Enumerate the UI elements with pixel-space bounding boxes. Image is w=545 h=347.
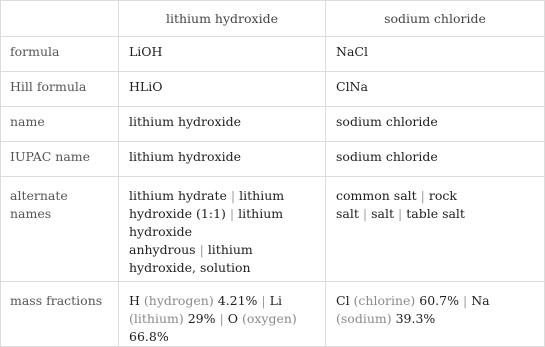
element-name: (sodium): [336, 311, 392, 326]
table-row-hill-formula: [1, 72, 545, 107]
cell-formula-a: LiOH: [119, 37, 326, 72]
row-label-formula: formula: [1, 37, 119, 72]
column-header-lithium-hydroxide: lithium hydroxide: [119, 1, 326, 37]
mass-value: 39.3%: [395, 311, 436, 326]
element-symbol: Li: [269, 293, 282, 308]
cell-formula-b: NaCl: [326, 37, 545, 72]
separator: |: [229, 206, 235, 221]
alt-name: table salt: [406, 206, 465, 221]
table-row-mass-fractions: [1, 282, 545, 347]
cell-mass-a: [119, 282, 326, 347]
corner-cell: [1, 1, 119, 37]
row-label-hill-formula: Hill formula: [1, 72, 119, 107]
separator: |: [199, 242, 204, 257]
alt-name: lithium hydrate: [129, 188, 227, 203]
row-label-name: name: [1, 107, 119, 142]
element-symbol: Na: [471, 293, 490, 308]
cell-name-a: lithium hydroxide: [119, 107, 326, 142]
separator: |: [420, 188, 425, 203]
cell-iupac-a: lithium hydroxide: [119, 142, 326, 177]
element-name: (oxygen): [241, 311, 297, 326]
cell-hill-b: ClNa: [326, 72, 545, 107]
cell-iupac-b: sodium chloride: [326, 142, 545, 177]
element-name: (hydrogen): [143, 293, 214, 308]
separator: |: [398, 206, 403, 221]
row-label-alternate-names: alternate names: [1, 177, 119, 282]
mass-value: 4.21%: [217, 293, 258, 308]
cell-alt-b: [326, 177, 545, 282]
table-row-alternate-names: [1, 177, 545, 282]
alt-name: lithium hydroxide anhydrous: [129, 206, 284, 257]
row-label-mass-fractions: mass fractions: [1, 282, 119, 347]
alt-name: lithium hydroxide (1:1): [129, 188, 285, 221]
table-row-formula: [1, 37, 545, 72]
alt-name: salt: [371, 206, 394, 221]
table-row-name: [1, 107, 545, 142]
cell-hill-a: HLiO: [119, 72, 326, 107]
separator: |: [463, 293, 468, 308]
alt-name: rock salt: [336, 188, 457, 221]
column-header-sodium-chloride: sodium chloride: [326, 1, 545, 37]
table-row-iupac-name: [1, 142, 545, 177]
cell-name-b: sodium chloride: [326, 107, 545, 142]
alt-name: lithium hydroxide, solution: [129, 242, 253, 275]
element-name: (lithium): [129, 311, 184, 326]
element-symbol: O: [227, 311, 238, 326]
cell-mass-b: [326, 282, 545, 347]
mass-value: 66.8%: [129, 329, 169, 344]
separator: |: [261, 293, 266, 308]
element-symbol: H: [129, 293, 140, 308]
row-label-iupac-name: IUPAC name: [1, 142, 119, 177]
mass-value: 60.7%: [419, 293, 459, 308]
alt-name: common salt: [336, 188, 417, 203]
element-symbol: Cl: [336, 293, 350, 308]
separator: |: [362, 206, 368, 221]
separator: |: [219, 311, 224, 326]
separator: |: [230, 188, 236, 203]
element-name: (chlorine): [353, 293, 416, 308]
header-row: [1, 1, 545, 37]
cell-alt-a: [119, 177, 326, 282]
mass-value: 29%: [187, 311, 216, 326]
